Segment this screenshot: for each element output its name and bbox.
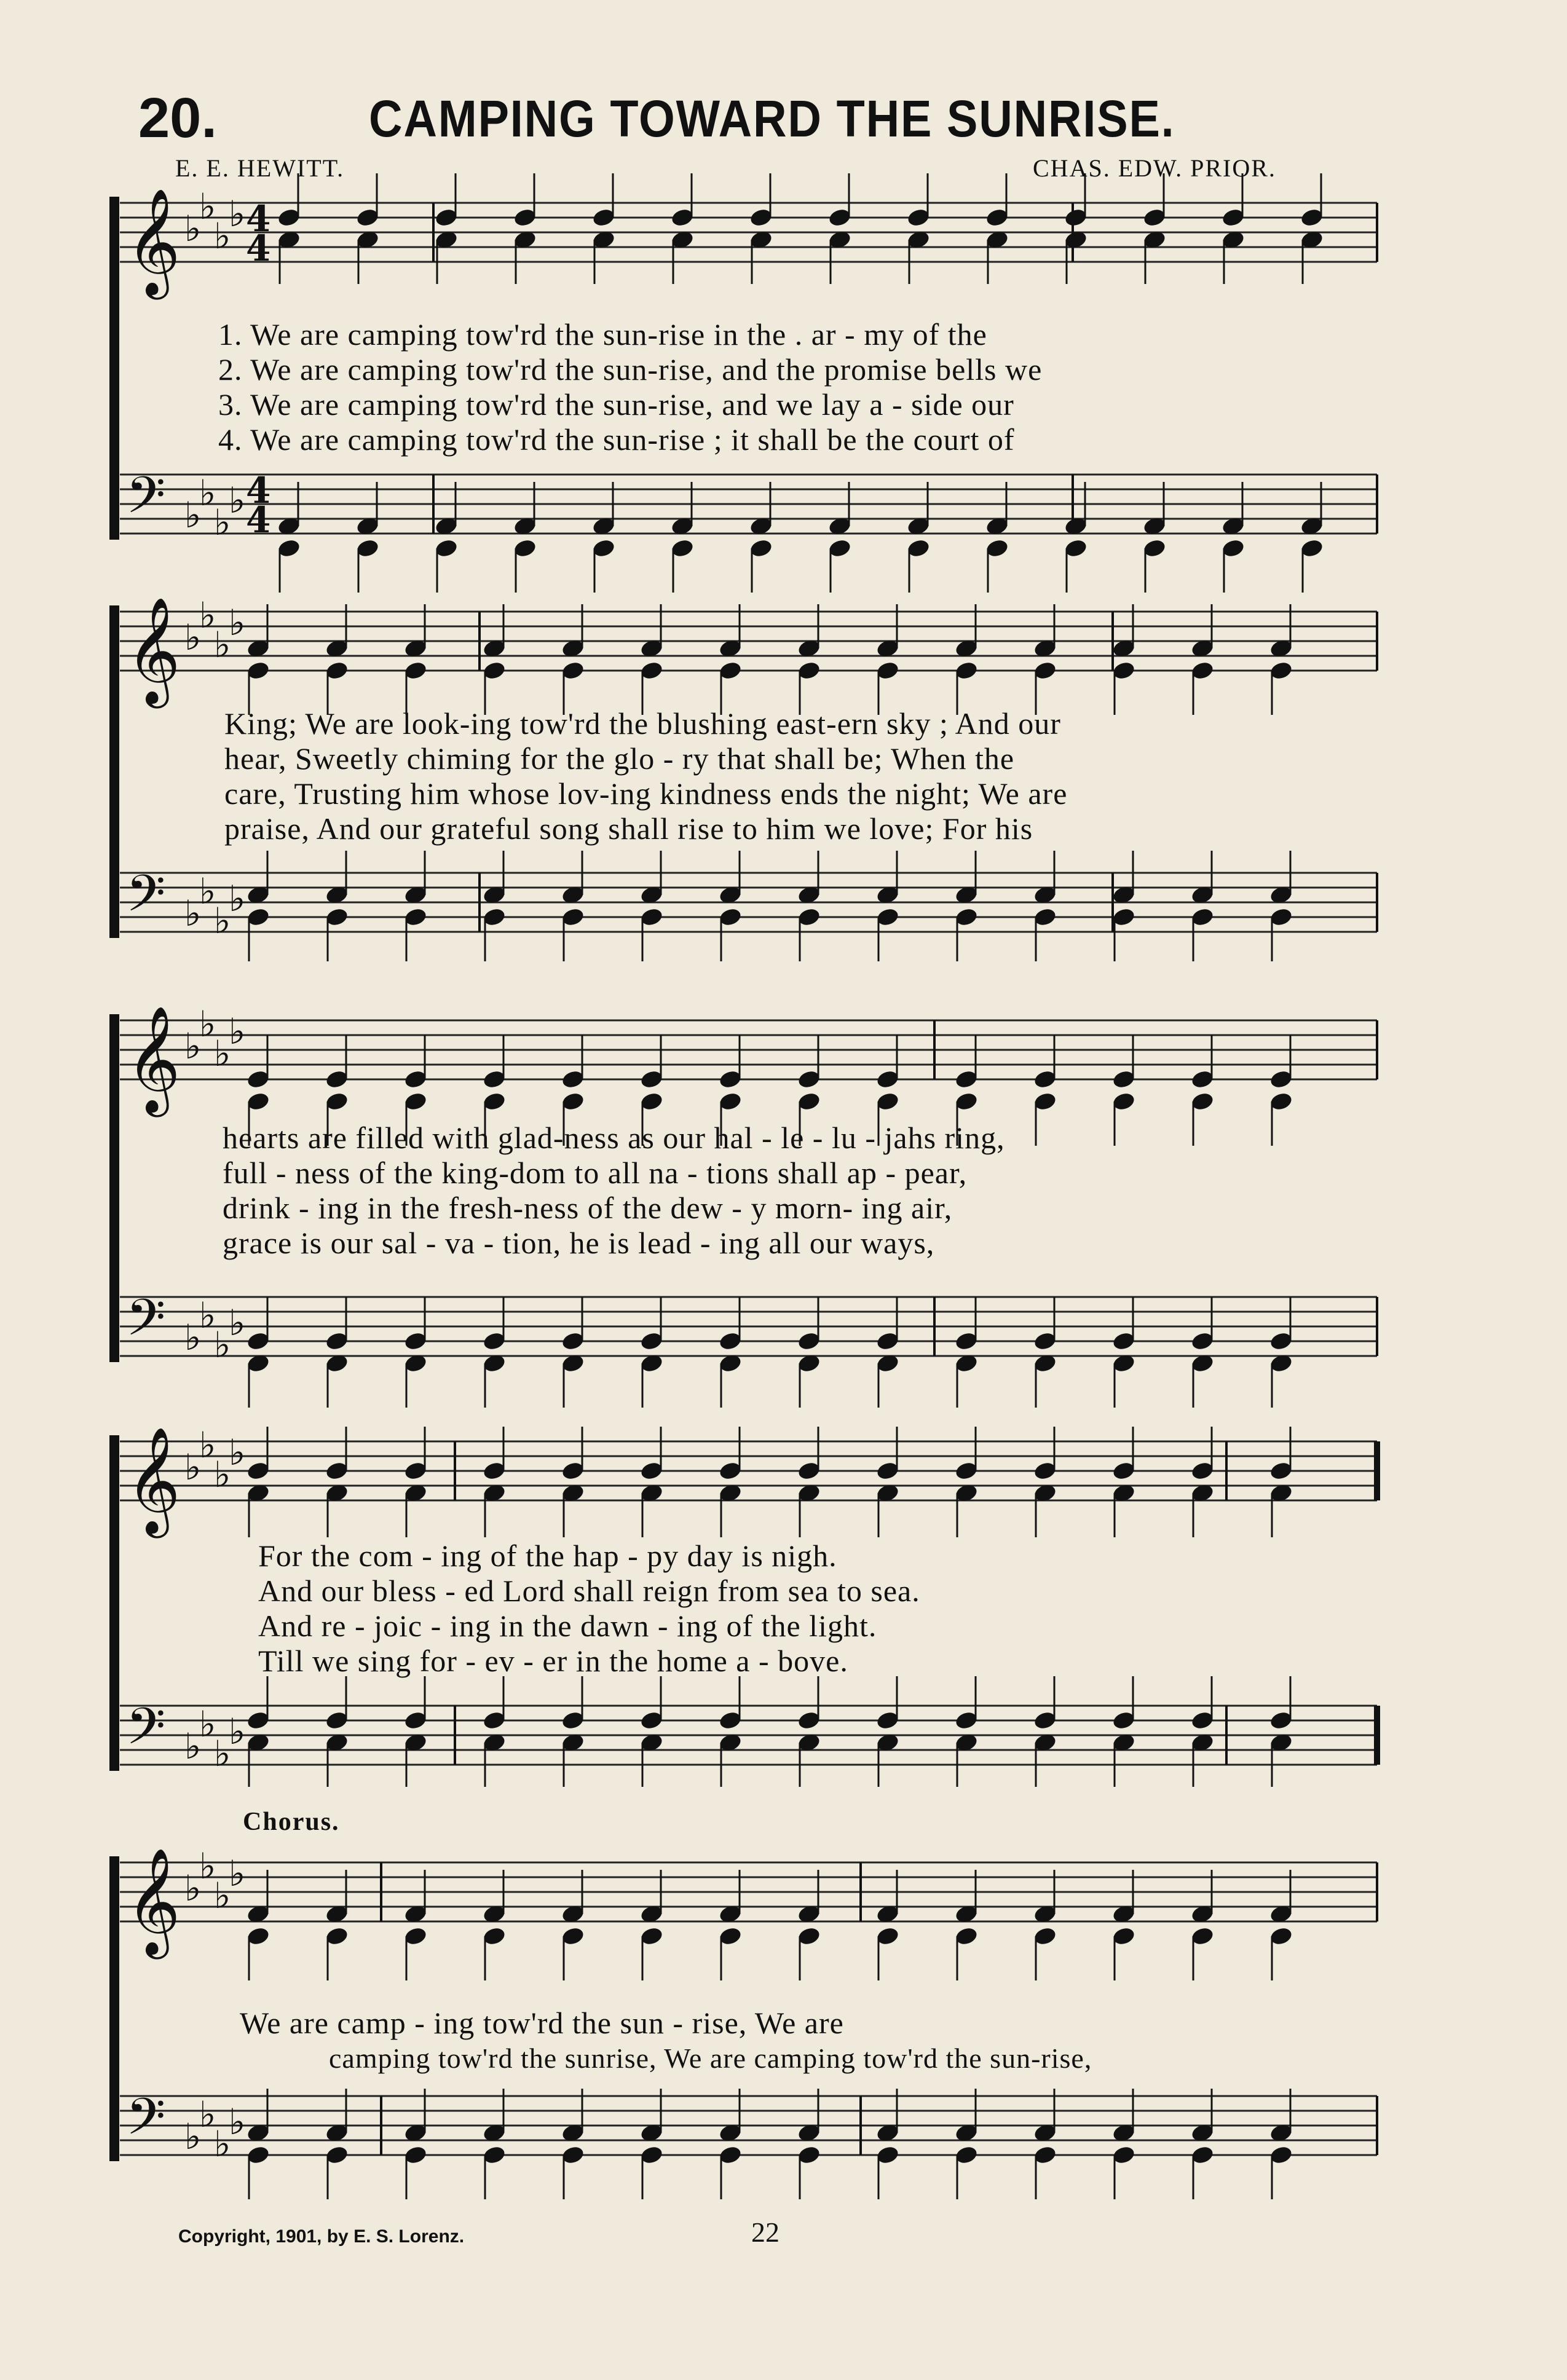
flat-icon: ♭ <box>199 870 216 912</box>
bass-clef-icon: 𝄢 <box>126 465 166 537</box>
flat-icon: ♭ <box>184 494 202 536</box>
flat-icon: ♭ <box>199 2094 216 2135</box>
lyric-line: camping tow'rd the sunrise, We are camping tow'rd the sun-rise, <box>329 2043 1092 2074</box>
system-bracket <box>109 1856 119 2161</box>
flat-icon: ♭ <box>214 624 231 666</box>
lyric-line: 3. We are camping tow'rd the sun-rise, and we lay a - side our <box>218 387 1014 422</box>
bass-clef-icon: 𝄢 <box>126 1288 166 1360</box>
lyric-line: 2. We are camping tow'rd the sun-rise, and the promise bells we <box>218 352 1043 387</box>
flat-icon: ♭ <box>229 878 246 920</box>
lyric-line: And our bless - ed Lord shall reign from sea to sea. <box>258 1574 920 1608</box>
time-signature: 4 <box>246 227 271 269</box>
flat-icon: ♭ <box>214 502 231 543</box>
flat-icon: ♭ <box>184 1025 202 1067</box>
treble-clef-icon: 𝄞 <box>126 1848 181 1955</box>
flat-icon: ♭ <box>214 1733 231 1775</box>
lyric-line: For the com - ing of the hap - py day is nigh. <box>258 1539 837 1573</box>
flat-icon: ♭ <box>184 1317 202 1358</box>
composer-credit: CHAS. EDW. PRIOR. <box>1033 154 1276 182</box>
treble-clef-icon: 𝄞 <box>126 597 181 704</box>
flat-icon: ♭ <box>214 1875 231 1917</box>
lyric-line: praise, And our grateful song shall rise to him we love; For his <box>224 811 1033 846</box>
flat-icon: ♭ <box>184 617 202 658</box>
flat-icon: ♭ <box>229 602 246 644</box>
chorus-label: Chorus. <box>243 1808 340 1836</box>
system-bracket <box>109 1014 119 1362</box>
flat-icon: ♭ <box>229 193 246 235</box>
flat-icon: ♭ <box>199 594 216 636</box>
treble-clef-icon: 𝄞 <box>126 1427 181 1534</box>
lyric-line: grace is our sal - va - tion, he is lead - ing all our ways, <box>223 1226 935 1260</box>
flat-icon: ♭ <box>214 215 231 257</box>
time-signature: 4 <box>246 198 271 240</box>
flat-icon: ♭ <box>184 892 202 934</box>
flat-icon: ♭ <box>229 479 246 521</box>
flat-icon: ♭ <box>199 1003 216 1045</box>
copyright-notice: Copyright, 1901, by E. S. Lorenz. <box>178 2226 465 2247</box>
flat-icon: ♭ <box>214 1454 231 1495</box>
lyric-line: drink - ing in the fresh-ness of the dew - y morn- ing air, <box>223 1191 953 1225</box>
time-signature: 4 <box>246 499 271 541</box>
flat-icon: ♭ <box>199 1294 216 1336</box>
flat-icon: ♭ <box>199 1845 216 1887</box>
lyric-line: care, Trusting him whose lov-ing kindness ends the night; We are <box>224 776 1068 811</box>
flat-icon: ♭ <box>214 1324 231 1366</box>
hymn-number: 20. <box>138 87 217 149</box>
flat-icon: ♭ <box>214 1033 231 1074</box>
flat-icon: ♭ <box>214 900 231 942</box>
flat-icon: ♭ <box>184 1446 202 1488</box>
author-credit: E. E. HEWITT. <box>175 154 345 182</box>
lyric-line: hearts are filled with glad-ness as our hal - le - lu - jahs ring, <box>223 1121 1005 1155</box>
flat-icon: ♭ <box>229 1302 246 1344</box>
flat-icon: ♭ <box>199 1703 216 1745</box>
flat-icon: ♭ <box>199 186 216 227</box>
page-number: 22 <box>751 2216 780 2248</box>
bass-clef-icon: 𝄢 <box>126 864 166 936</box>
lyric-line: And re - joic - ing in the dawn - ing of the light. <box>258 1609 877 1643</box>
lyric-line: 1. We are camping tow'rd the sun-rise in the . ar - my of the <box>218 317 987 352</box>
flat-icon: ♭ <box>184 1725 202 1767</box>
hymn-title: CAMPING TOWARD THE SUNRISE. <box>369 90 1175 148</box>
lyric-line: 4. We are camping tow'rd the sun-rise ; it shall be the court of <box>218 422 1015 457</box>
flat-icon: ♭ <box>229 1011 246 1052</box>
lyric-line: King; We are look-ing tow'rd the blushing east-ern sky ; And our <box>224 706 1061 741</box>
lyric-line: full - ness of the king-dom to all na - tions shall ap - pear, <box>223 1156 968 1190</box>
flat-icon: ♭ <box>184 2116 202 2157</box>
system-bracket <box>109 1435 119 1771</box>
flat-icon: ♭ <box>229 1432 246 1473</box>
flat-icon: ♭ <box>229 1711 246 1752</box>
bass-clef-icon: 𝄢 <box>126 1696 166 1768</box>
treble-clef-icon: 𝄞 <box>126 188 181 295</box>
flat-icon: ♭ <box>199 1424 216 1466</box>
time-signature: 4 <box>246 470 271 511</box>
flat-icon: ♭ <box>184 1867 202 1909</box>
flat-icon: ♭ <box>184 208 202 250</box>
lyric-line: hear, Sweetly chiming for the glo - ry that shall be; When the <box>224 741 1015 776</box>
flat-icon: ♭ <box>199 472 216 514</box>
system-bracket <box>109 197 119 540</box>
treble-clef-icon: 𝄞 <box>126 1006 181 1113</box>
system-bracket <box>109 605 119 938</box>
flat-icon: ♭ <box>214 2123 231 2165</box>
lyric-line: Till we sing for - ev - er in the home a - bove. <box>258 1644 848 1678</box>
bass-clef-icon: 𝄢 <box>126 2087 166 2159</box>
lyric-line: We are camp - ing tow'rd the sun - rise, We are <box>240 2006 844 2040</box>
flat-icon: ♭ <box>229 1853 246 1894</box>
flat-icon: ♭ <box>229 2101 246 2143</box>
